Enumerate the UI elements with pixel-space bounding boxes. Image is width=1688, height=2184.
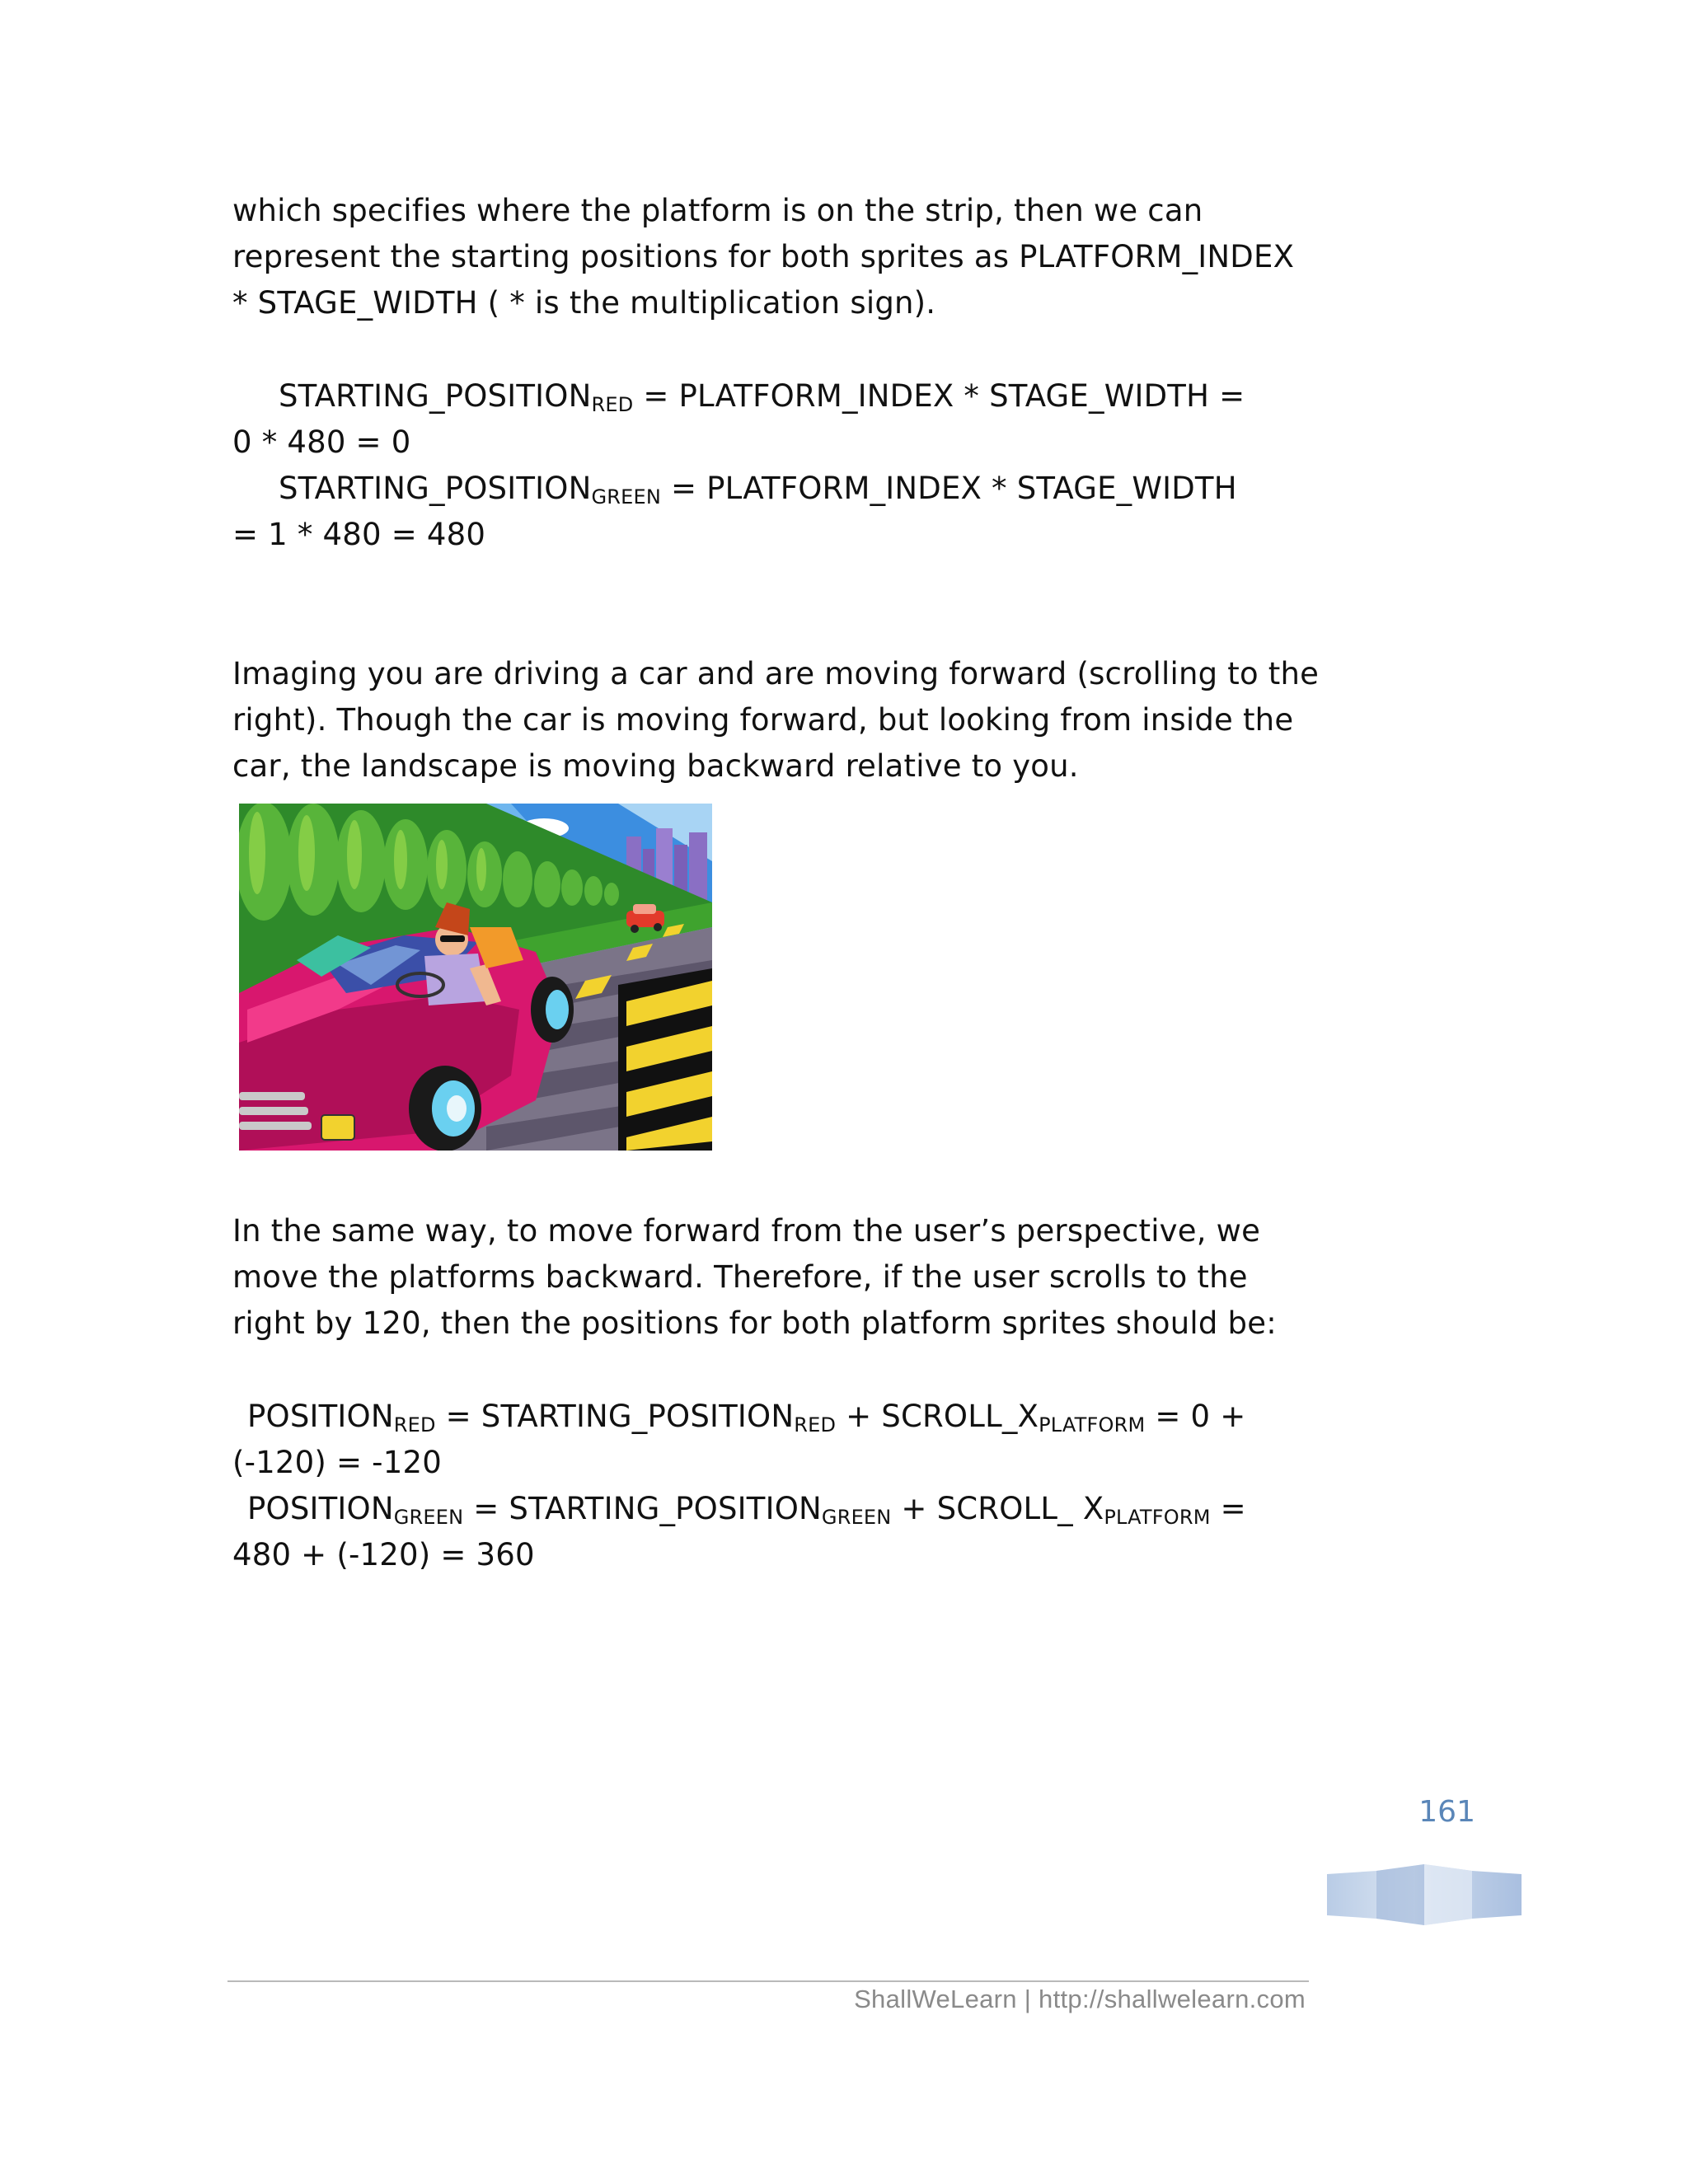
eq-term: STARTING_POSITION — [279, 471, 592, 506]
text-line: * STAGE_WIDTH ( * is the multiplication sign). — [232, 285, 936, 321]
eq-term: = — [1210, 1491, 1246, 1526]
equation-block-scrolled-positions — [232, 1394, 1320, 1578]
eq-subscript: RED — [794, 1413, 837, 1436]
car-driving-image — [239, 804, 712, 1151]
equation-continuation: 0 * 480 = 0 — [232, 424, 411, 460]
eq-subscript: RED — [591, 393, 634, 416]
equation-block-starting-positions — [232, 373, 1320, 558]
eq-subscript: PLATFORM — [1104, 1506, 1211, 1529]
car-driving-illustration — [239, 804, 712, 1151]
page-number: 161 — [1418, 1795, 1475, 1829]
eq-term: POSITION — [247, 1399, 394, 1434]
text-line: Imaging you are driving a car and are moving forward (scrolling to the — [232, 656, 1320, 691]
paragraph-move-platforms — [232, 1208, 1320, 1347]
eq-subscript: RED — [393, 1413, 436, 1436]
text-line: car, the landscape is moving backward relative to you. — [232, 748, 1079, 784]
eq-term: POSITION — [247, 1491, 394, 1526]
paragraph-platform-index — [232, 188, 1320, 326]
equation-red-position — [232, 1394, 1320, 1440]
equation-continuation: = 1 * 480 = 480 — [232, 517, 486, 552]
text-line: right). Though the car is moving forward, but looking from inside the — [232, 702, 1294, 738]
text-line: In the same way, to move forward from the user’s perspective, we — [232, 1213, 1261, 1249]
eq-subscript: GREEN — [393, 1506, 464, 1529]
paragraph-driving-analogy — [232, 651, 1320, 790]
footer-separator: | — [1024, 1985, 1032, 2013]
footer — [227, 1985, 1306, 2014]
eq-term: = PLATFORM_INDEX * STAGE_WIDTH = — [633, 378, 1245, 414]
eq-term: = STARTING_POSITION — [463, 1491, 822, 1526]
text-line: right by 120, then the positions for both platform sprites should be: — [232, 1305, 1277, 1341]
page-tab-decoration — [1327, 1864, 1522, 1925]
footer-url-link[interactable]: http://shallwelearn.com — [1039, 1985, 1306, 2013]
footer-brand: ShallWeLearn — [854, 1985, 1017, 2013]
footer-divider — [227, 1980, 1309, 1982]
equation-red-starting-position — [232, 373, 1320, 419]
eq-term: + SCROLL_ X — [891, 1491, 1104, 1526]
eq-term: = PLATFORM_INDEX * STAGE_WIDTH — [661, 471, 1237, 506]
eq-term: = 0 + — [1145, 1399, 1246, 1434]
eq-subscript: GREEN — [591, 485, 662, 509]
equation-green-position — [232, 1486, 1320, 1532]
equation-green-starting-position — [232, 466, 1320, 512]
eq-term: + SCROLL_X — [836, 1399, 1039, 1434]
text-line: which specifies where the platform is on the strip, then we can — [232, 193, 1203, 228]
eq-subscript: GREEN — [821, 1506, 892, 1529]
eq-subscript: PLATFORM — [1039, 1413, 1146, 1436]
eq-term: = STARTING_POSITION — [435, 1399, 795, 1434]
text-line: represent the starting positions for both sprites as PLATFORM_INDEX — [232, 239, 1295, 274]
equation-continuation: 480 + (-120) = 360 — [232, 1537, 535, 1572]
eq-term: STARTING_POSITION — [279, 378, 592, 414]
text-line: move the platforms backward. Therefore, if the user scrolls to the — [232, 1259, 1248, 1295]
equation-continuation: (-120) = -120 — [232, 1445, 442, 1480]
